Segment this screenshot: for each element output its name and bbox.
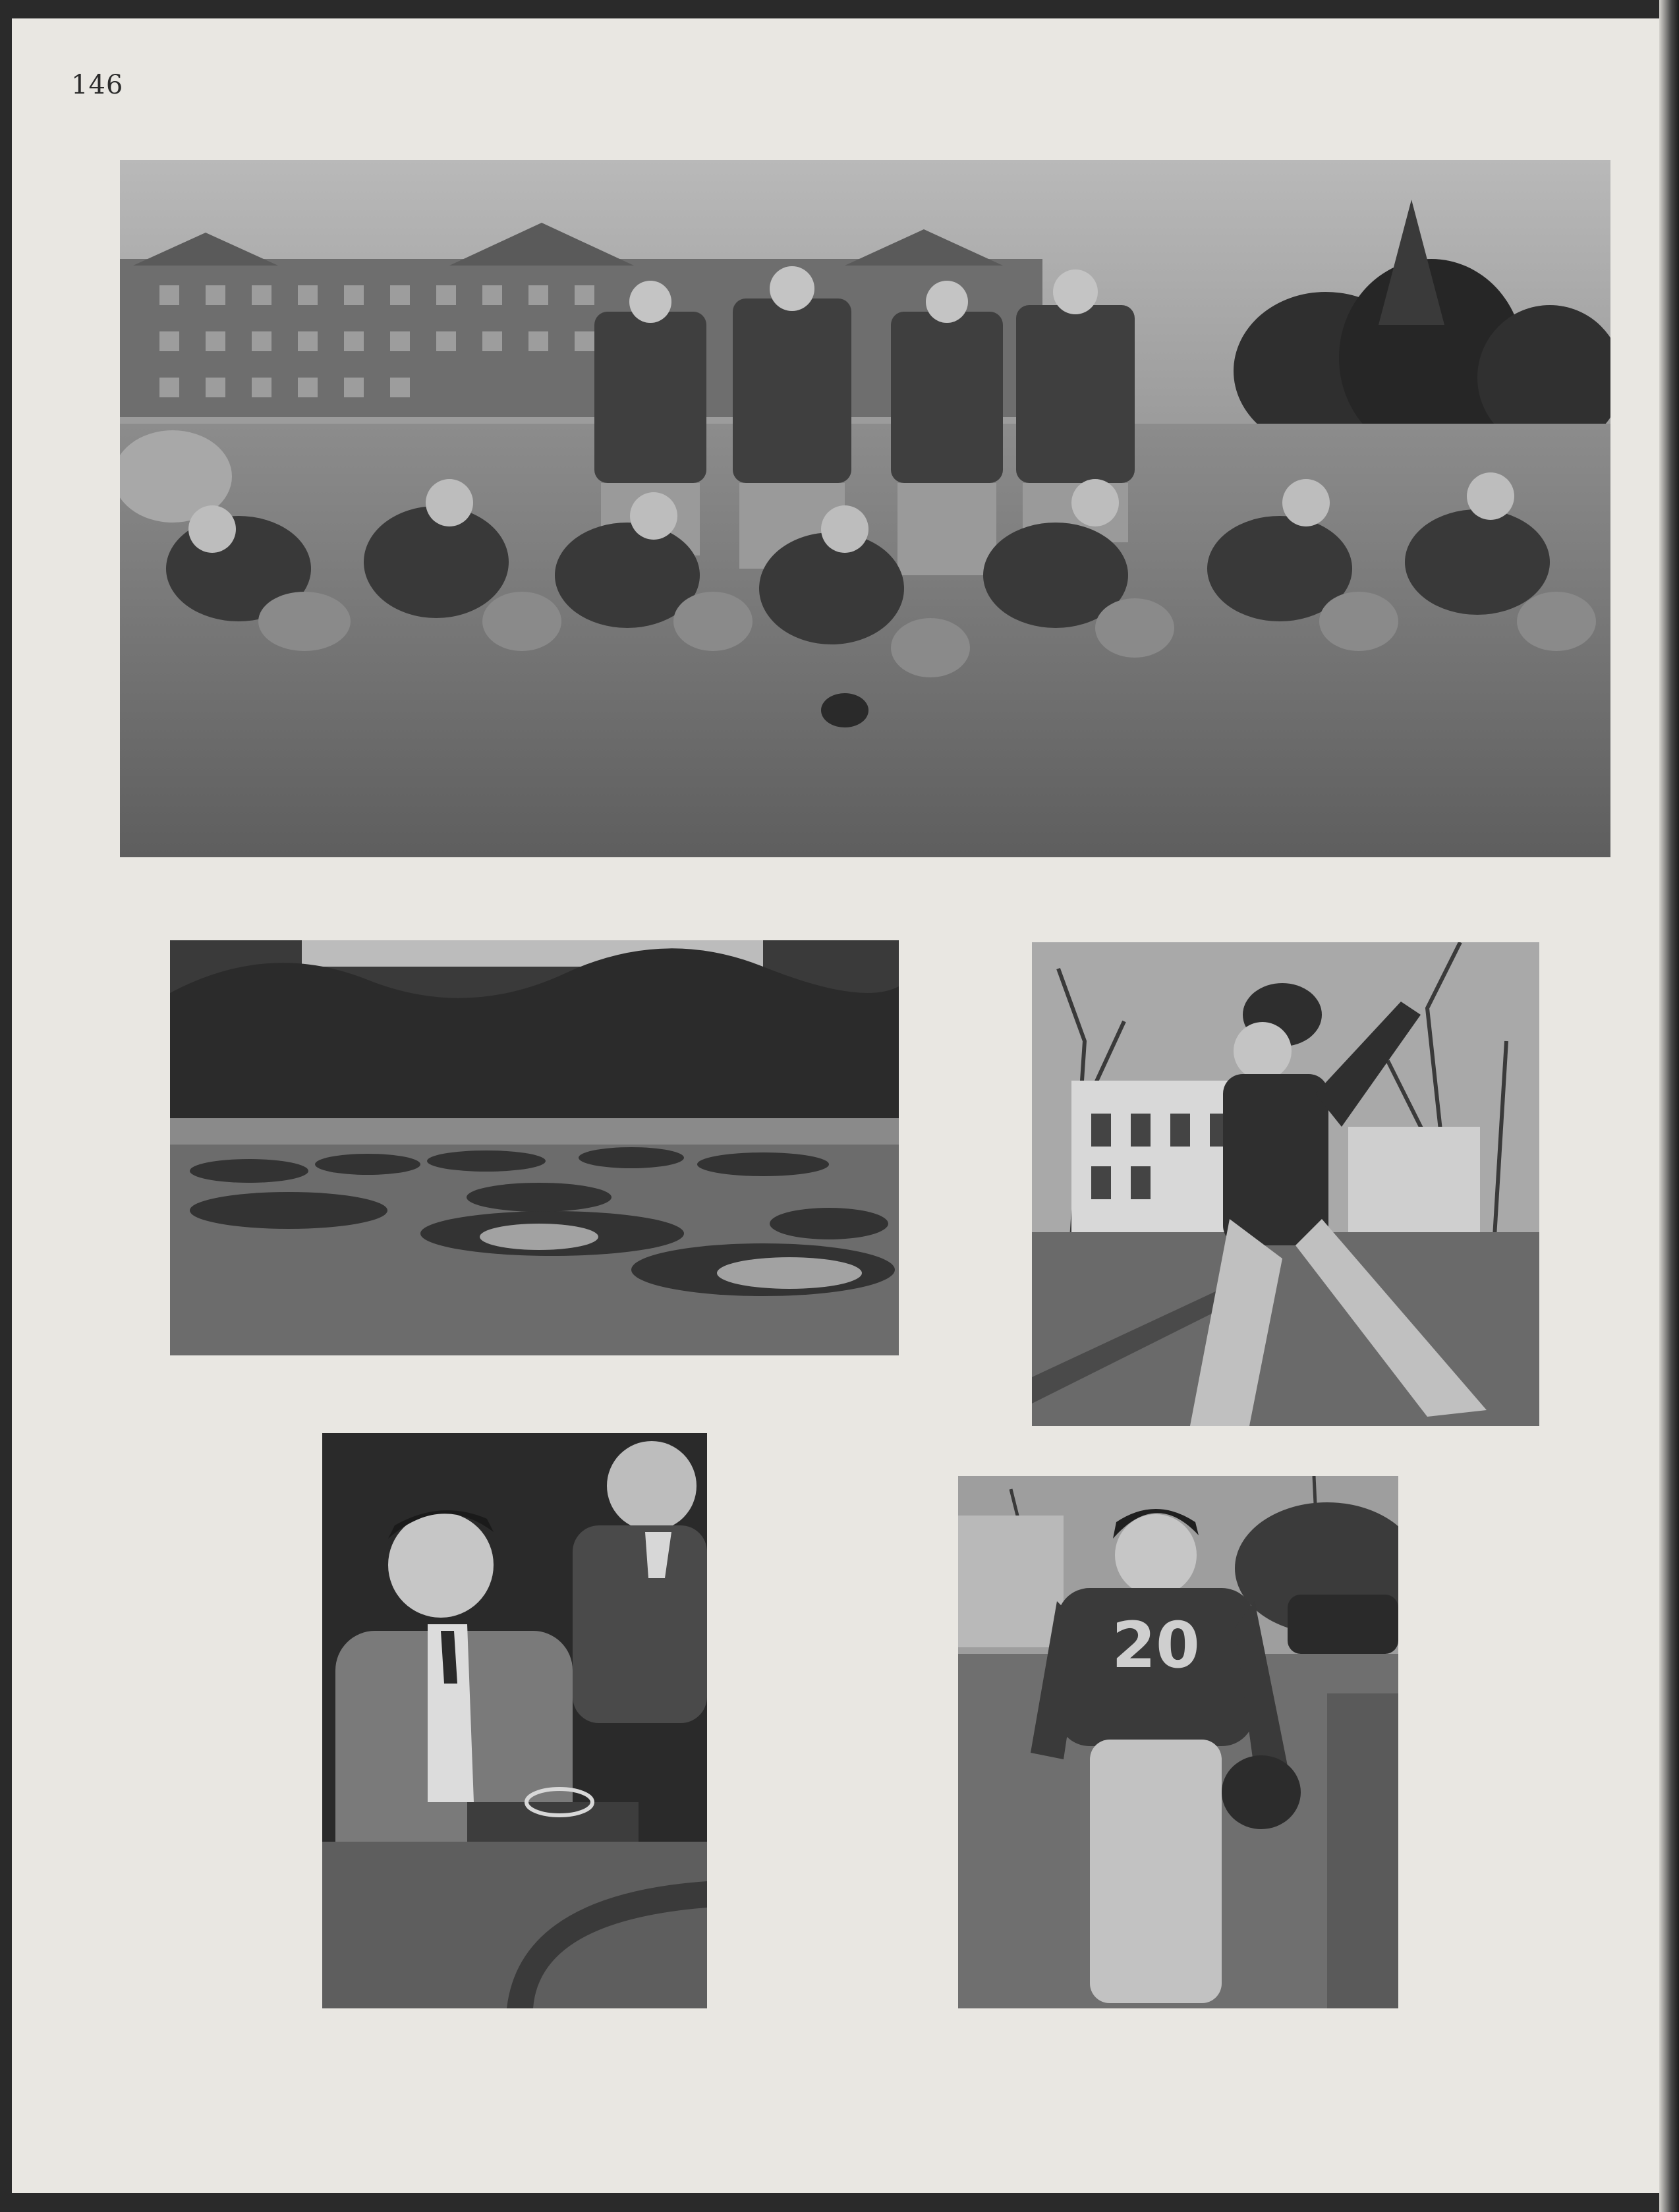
book-gutter bbox=[1659, 0, 1679, 2212]
desk-photo bbox=[322, 1433, 707, 2008]
passer-photo bbox=[1032, 942, 1539, 1426]
jersey-number: 20 bbox=[1112, 1608, 1200, 1682]
team-lineup-photo bbox=[120, 160, 1610, 857]
page-number: 146 bbox=[71, 70, 124, 100]
player-20-photo bbox=[958, 1476, 1398, 2008]
field-rest-photo bbox=[170, 940, 899, 1355]
